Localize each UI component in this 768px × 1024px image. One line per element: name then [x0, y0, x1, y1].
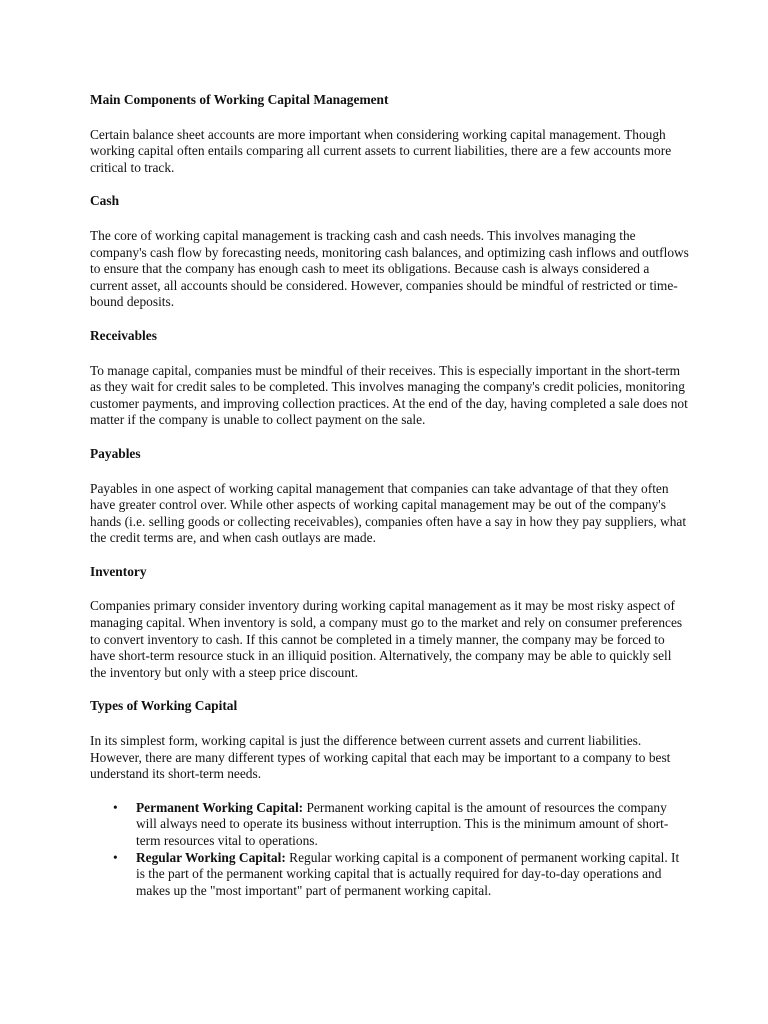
- bullet-text: Regular working capital is a component of permanent working capital. It is the part of the permanent working capital that is actually required for day-to-day operations and makes up the "most important" part of permanent working capital.: [136, 849, 680, 898]
- types-bullet-list: [90, 800, 690, 900]
- section-heading-payables: Payables: [90, 445, 141, 461]
- bullet-icon: •: [113, 799, 118, 815]
- section-heading-inventory: Inventory: [90, 563, 147, 579]
- bullet-icon: •: [113, 849, 118, 865]
- section-body-receivables: To manage capital, companies must be mindful of their receives. This is especially important in the short-term as they wait for credit sales to be completed. This involves managing the company's credit policies, monitoring customer payments, and improving collection practices. At the end of the day, having completed a sale does not matter if the company is unable to collect payment on the sale.: [90, 362, 688, 428]
- bullet-term: Regular Working Capital:: [136, 849, 286, 865]
- list-item: [90, 800, 690, 850]
- list-item: [90, 850, 690, 900]
- section-heading-receivables: Receivables: [90, 327, 157, 343]
- section-heading-cash: Cash: [90, 193, 120, 209]
- bullet-text: Permanent working capital is the amount of resources the company will always need to operate its business without interruption. This is the minimum amount of short-term resources vital to operations.: [136, 799, 669, 848]
- document-page: [90, 92, 690, 899]
- section-body-payables: Payables in one aspect of working capital management that companies can take advantage of that they often have greater control over. While other aspects of working capital management may be out of the company's hands (i.e. selling goods or collecting receivables), companies often have a say in how they pay suppliers, what the credit terms are, and when cash outlays are made.: [90, 480, 687, 546]
- section-body-inventory: Companies primary consider inventory during working capital management as it may be most risky aspect of managing capital. When inventory is sold, a company must go to the market and rely on consumer preferences to convert inventory to cash. If this cannot be completed in a timely manner, the company may be forced to have short-term resource stuck in an illiquid position. Alternatively, the company may be able to quickly sell the inventory but only with a steep price discount.: [90, 598, 683, 680]
- section-body-cash: The core of working capital management is tracking cash and cash needs. This involves managing the company's cash flow by forecasting needs, monitoring cash balances, and optimizing cash inflows and outflows to ensure that the company has enough cash to meet its obligations. Because cash is always considered a current asset, all accounts should be considered. However, companies should be mindful of restricted or time-bound deposits.: [90, 227, 689, 310]
- section-body-types: In its simplest form, working capital is just the difference between current assets and current liabilities. However, there are many different types of working capital that each may be important to a company to best understand its short-term needs.: [90, 733, 671, 782]
- document-title: Main Components of Working Capital Management: [90, 92, 389, 107]
- bullet-term: Permanent Working Capital:: [136, 799, 304, 815]
- section-heading-types: Types of Working Capital: [90, 698, 238, 714]
- intro-paragraph: Certain balance sheet accounts are more important when considering working capital management. Though working capital often entails comparing all current assets to current liabilities, there are a few accounts more critical to track.: [90, 126, 672, 175]
